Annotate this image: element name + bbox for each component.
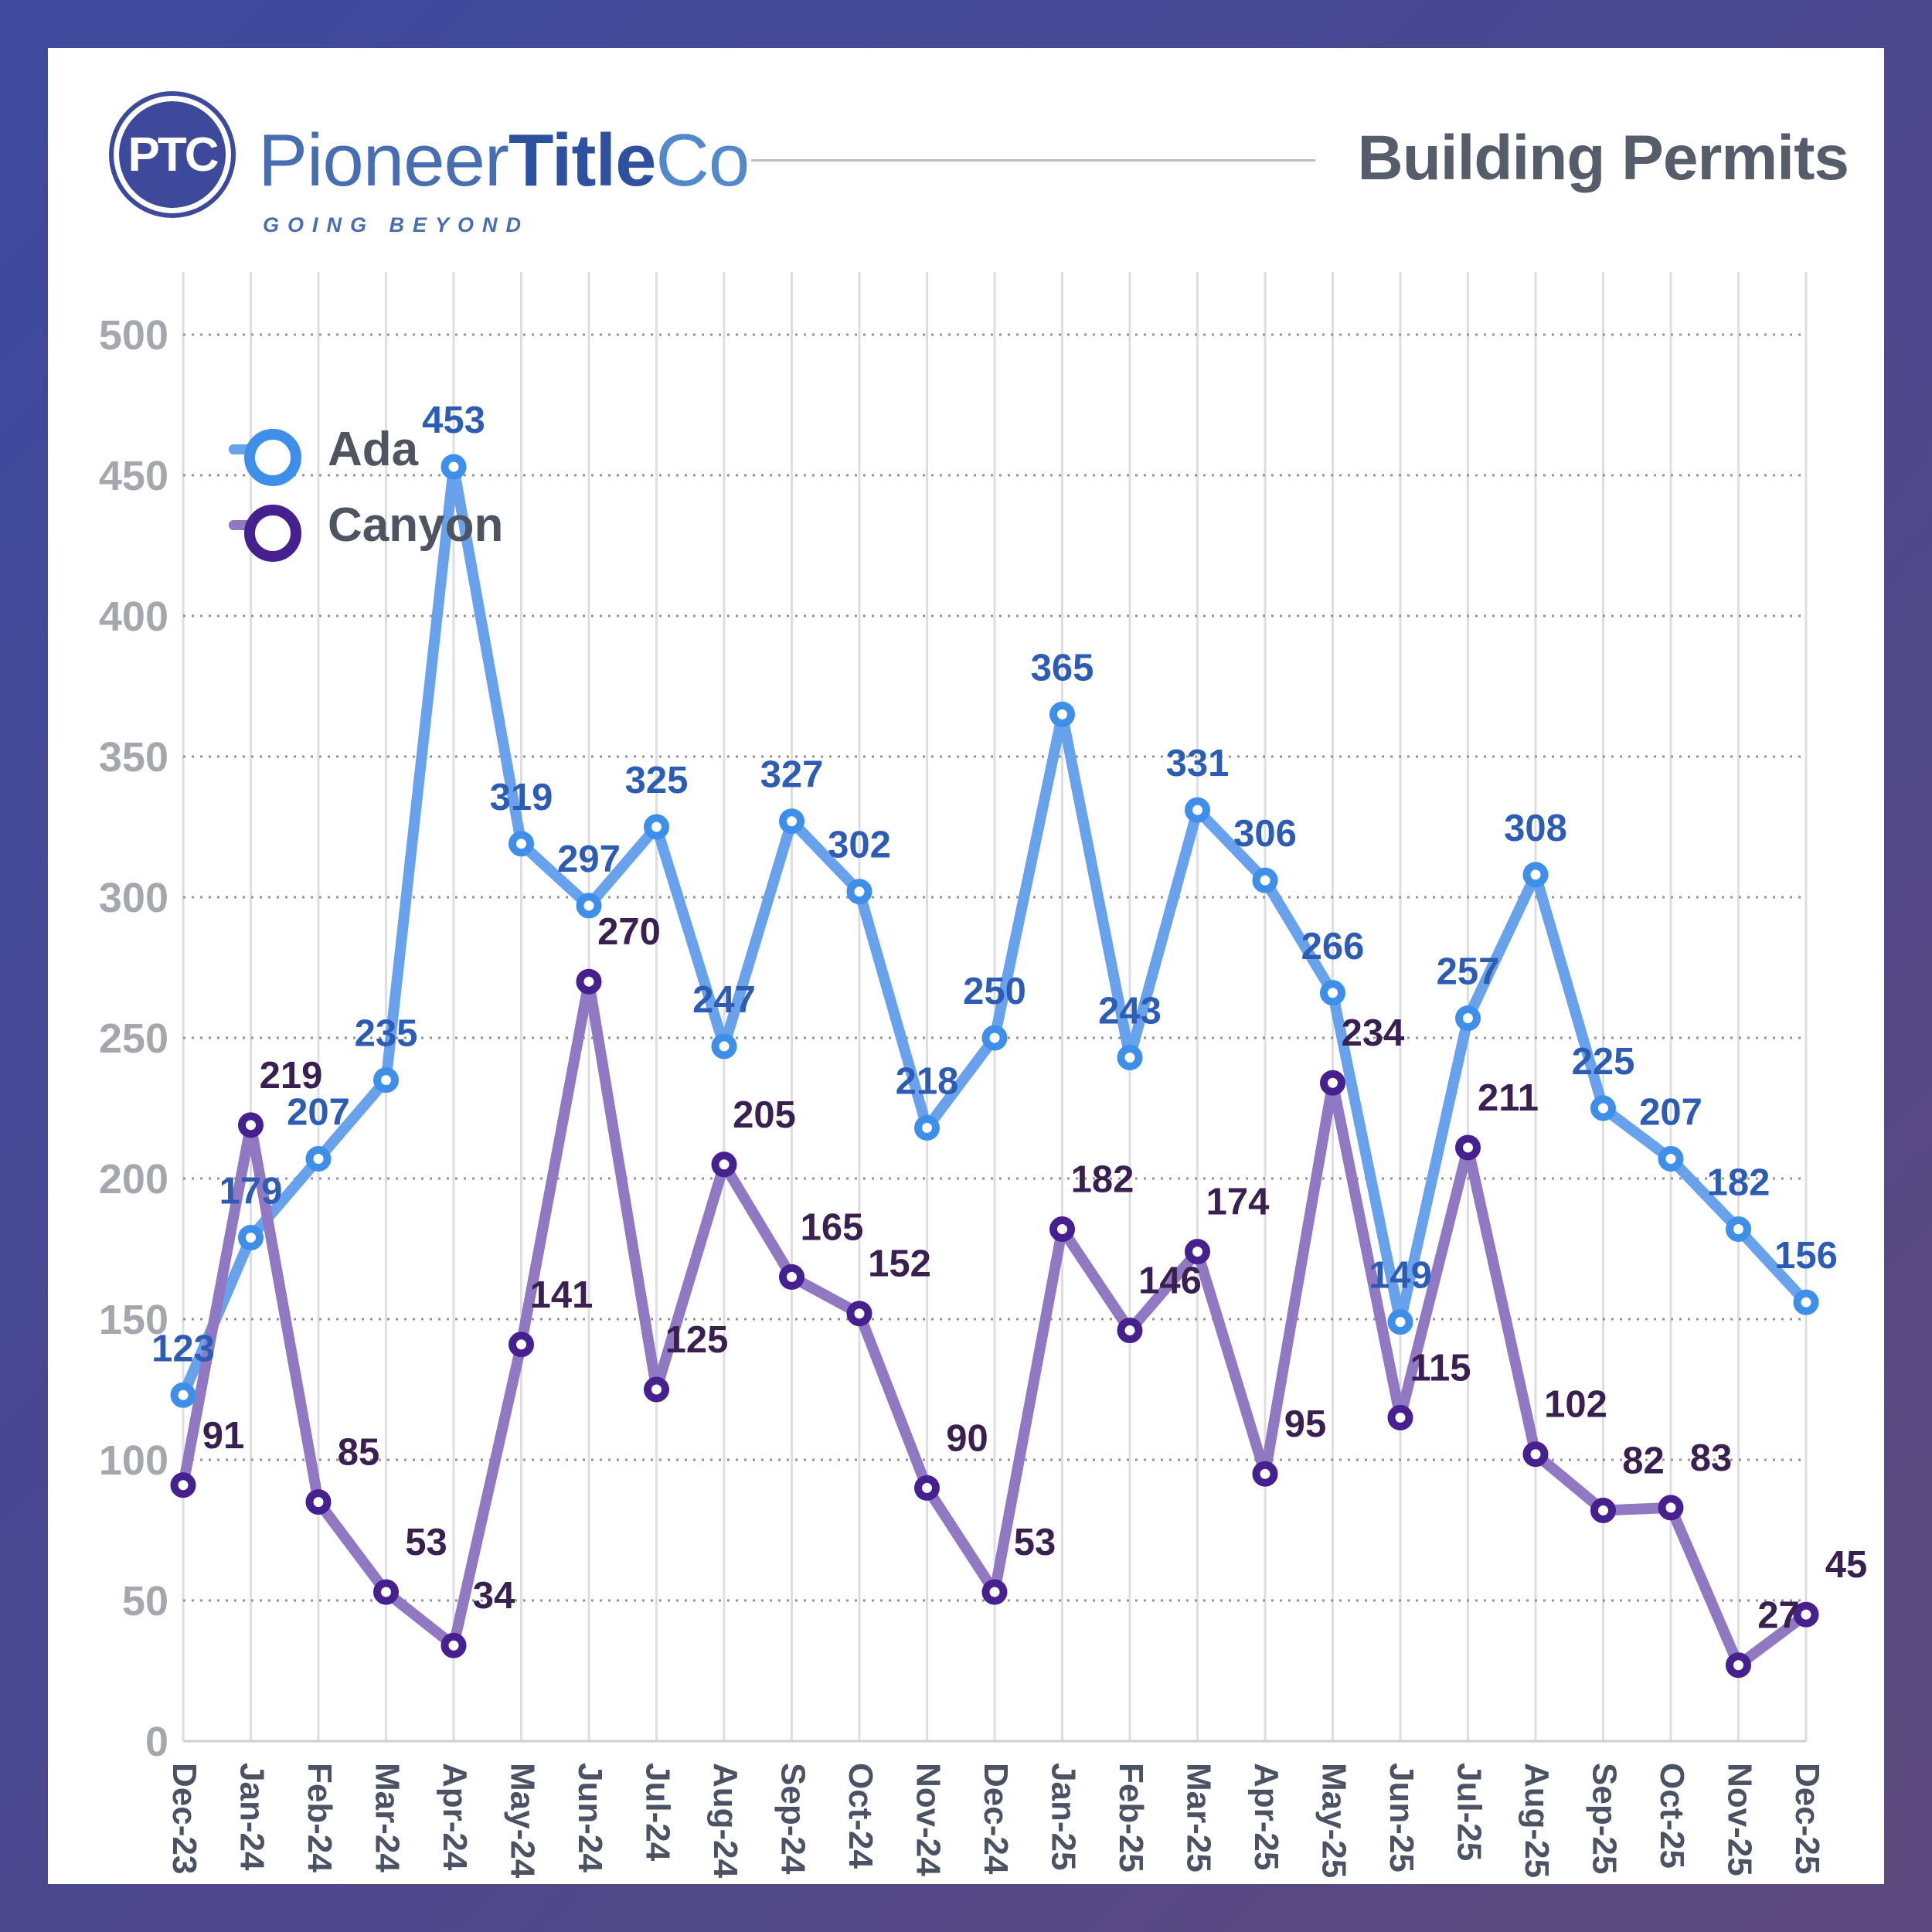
brand-tagline: GOING BEYOND	[263, 213, 530, 236]
svg-text:247: 247	[692, 978, 756, 1021]
svg-text:182: 182	[1070, 1158, 1134, 1201]
svg-text:243: 243	[1098, 990, 1162, 1032]
svg-text:300: 300	[98, 875, 168, 921]
svg-text:211: 211	[1477, 1077, 1539, 1119]
svg-text:179: 179	[219, 1170, 283, 1213]
svg-text:225: 225	[1571, 1041, 1635, 1083]
svg-text:Jan-24: Jan-24	[233, 1763, 271, 1871]
svg-text:182: 182	[1706, 1162, 1770, 1204]
legend-label-canyon: Canyon	[328, 498, 504, 552]
svg-text:149: 149	[1369, 1254, 1432, 1297]
svg-text:Dec-23: Dec-23	[165, 1763, 203, 1875]
svg-text:302: 302	[828, 824, 891, 866]
svg-text:Aug-24: Aug-24	[706, 1763, 744, 1879]
svg-text:85: 85	[337, 1431, 380, 1474]
svg-text:100: 100	[98, 1437, 168, 1484]
svg-text:50: 50	[121, 1578, 168, 1624]
svg-text:218: 218	[895, 1060, 959, 1103]
svg-text:Jul-25: Jul-25	[1450, 1763, 1488, 1862]
ptc-logo-abbr: PTC	[128, 128, 217, 182]
svg-text:Nov-24: Nov-24	[909, 1763, 947, 1876]
svg-text:34: 34	[472, 1575, 515, 1617]
svg-text:327: 327	[760, 753, 824, 796]
legend-label-ada: Ada	[328, 422, 419, 476]
svg-text:200: 200	[98, 1156, 168, 1202]
svg-text:Sep-24: Sep-24	[774, 1763, 812, 1875]
svg-text:325: 325	[624, 760, 689, 801]
svg-text:219: 219	[259, 1054, 323, 1097]
svg-text:125: 125	[665, 1319, 729, 1361]
svg-text:45: 45	[1825, 1544, 1868, 1587]
svg-text:115: 115	[1410, 1347, 1471, 1389]
svg-text:Nov-25: Nov-25	[1720, 1763, 1759, 1876]
svg-text:250: 250	[98, 1015, 168, 1062]
svg-text:82: 82	[1622, 1440, 1665, 1482]
svg-text:Dec-24: Dec-24	[977, 1763, 1015, 1875]
svg-text:165: 165	[800, 1206, 864, 1249]
svg-text:Jun-25: Jun-25	[1383, 1763, 1420, 1872]
svg-text:350: 350	[98, 734, 168, 781]
svg-text:Apr-25: Apr-25	[1247, 1763, 1285, 1871]
svg-text:91: 91	[202, 1414, 245, 1457]
svg-text:Dec-25: Dec-25	[1788, 1763, 1826, 1875]
svg-text:90: 90	[946, 1417, 988, 1460]
svg-text:Oct-25: Oct-25	[1653, 1763, 1691, 1869]
svg-text:174: 174	[1206, 1181, 1270, 1223]
brand-pioneer: Pioneer	[258, 119, 509, 202]
svg-text:152: 152	[868, 1243, 931, 1285]
svg-text:53: 53	[405, 1522, 447, 1564]
svg-text:450: 450	[98, 453, 168, 499]
svg-text:270: 270	[597, 911, 661, 954]
svg-text:May-25: May-25	[1315, 1763, 1353, 1879]
svg-text:123: 123	[151, 1328, 215, 1370]
brand-co: Co	[655, 119, 750, 202]
svg-text:Jun-24: Jun-24	[571, 1763, 609, 1872]
svg-text:27: 27	[1757, 1594, 1800, 1637]
svg-text:May-24: May-24	[503, 1763, 542, 1879]
ada-marker-icon	[229, 422, 295, 476]
svg-text:Apr-24: Apr-24	[436, 1763, 474, 1871]
svg-text:266: 266	[1301, 925, 1365, 968]
svg-text:53: 53	[1013, 1522, 1056, 1564]
svg-text:156: 156	[1774, 1235, 1838, 1277]
svg-text:207: 207	[287, 1091, 350, 1134]
svg-text:235: 235	[354, 1012, 418, 1055]
svg-text:150: 150	[98, 1297, 168, 1343]
svg-text:500: 500	[98, 312, 168, 359]
svg-text:Aug-25: Aug-25	[1518, 1763, 1556, 1879]
svg-text:83: 83	[1689, 1437, 1733, 1479]
svg-text:257: 257	[1436, 951, 1500, 993]
svg-text:146: 146	[1138, 1260, 1202, 1302]
svg-text:95: 95	[1284, 1403, 1327, 1446]
page-title: Building Permits	[1357, 123, 1849, 193]
legend-item-ada	[229, 422, 503, 476]
svg-text:Feb-25: Feb-25	[1112, 1763, 1150, 1872]
legend-item-canyon	[229, 498, 503, 552]
svg-text:319: 319	[489, 776, 553, 818]
svg-text:250: 250	[963, 971, 1026, 1012]
svg-text:Jul-24: Jul-24	[638, 1763, 677, 1862]
legend	[229, 422, 503, 552]
svg-text:365: 365	[1030, 647, 1094, 689]
svg-text:Mar-25: Mar-25	[1179, 1763, 1218, 1872]
svg-text:0: 0	[145, 1719, 168, 1765]
svg-text:205: 205	[733, 1094, 796, 1136]
svg-text:297: 297	[557, 838, 621, 880]
brand-title: Title	[508, 119, 656, 202]
svg-text:400: 400	[98, 594, 168, 640]
svg-text:Sep-25: Sep-25	[1585, 1763, 1624, 1875]
svg-text:Oct-24: Oct-24	[842, 1763, 879, 1869]
canyon-marker-icon	[229, 498, 295, 552]
svg-text:331: 331	[1165, 743, 1230, 785]
svg-text:234: 234	[1341, 1012, 1405, 1055]
svg-text:453: 453	[422, 400, 485, 442]
svg-text:Feb-24: Feb-24	[301, 1763, 338, 1872]
svg-text:141: 141	[529, 1274, 594, 1316]
svg-text:102: 102	[1544, 1383, 1607, 1426]
svg-text:306: 306	[1233, 813, 1297, 855]
svg-text:Mar-24: Mar-24	[368, 1763, 406, 1872]
svg-text:207: 207	[1639, 1091, 1702, 1134]
svg-text:308: 308	[1504, 807, 1567, 849]
svg-text:Jan-25: Jan-25	[1044, 1763, 1083, 1871]
